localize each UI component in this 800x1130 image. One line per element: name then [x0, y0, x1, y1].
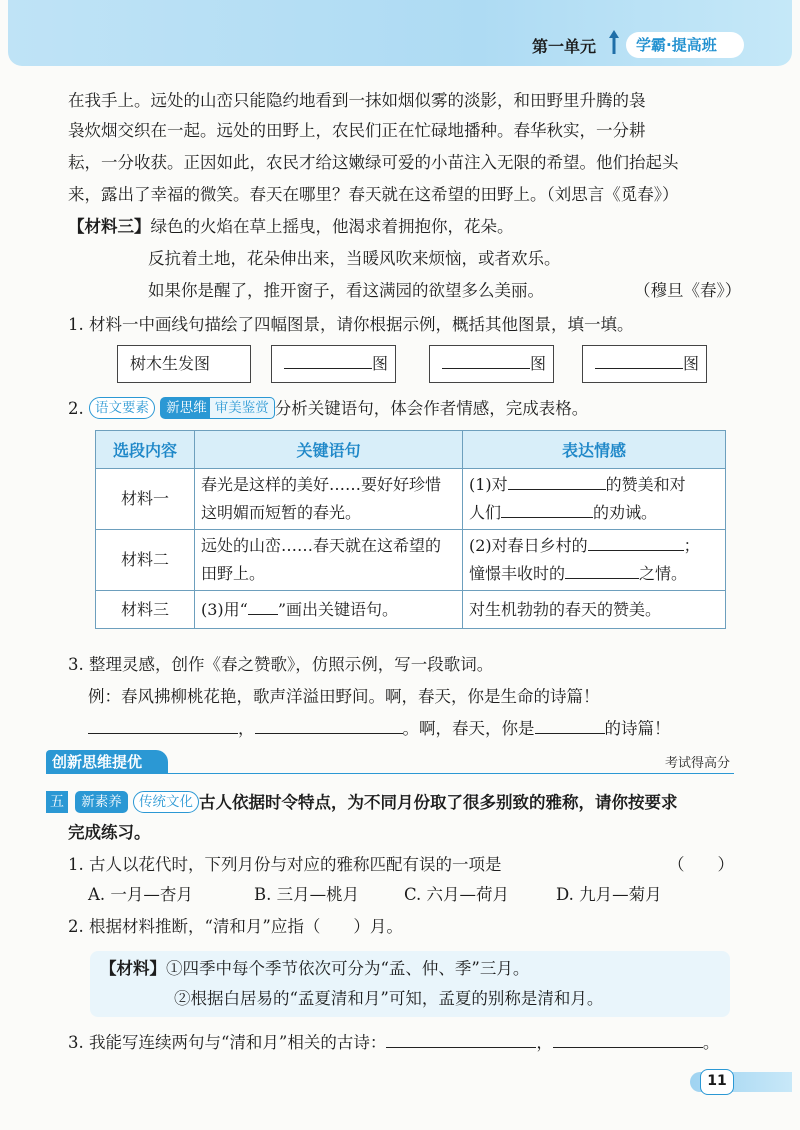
table-header: 关键语句	[195, 431, 463, 469]
cell-text: 憧憬丰收时的	[469, 564, 566, 583]
material-label: 【材料】	[100, 959, 166, 978]
tag-language-element: 语文要素	[89, 397, 155, 419]
fill-text: ，	[238, 719, 255, 738]
table-header-row	[96, 431, 726, 469]
question-5-text: 古人依据时令特点，为不同月份取了很多别致的雅称，请你按要求	[199, 793, 678, 812]
cell-text: (3)用“	[201, 599, 248, 619]
table-cell: 对生机勃勃的春天的赞美。	[463, 591, 726, 629]
box-suffix: 图	[530, 354, 547, 373]
question-2	[68, 396, 588, 422]
answer-blank[interactable]	[386, 1030, 536, 1048]
question-5-text: 完成练习。	[68, 823, 151, 842]
answer-blank[interactable]	[248, 597, 278, 615]
table-row	[96, 469, 726, 530]
cell-text: 的赞美和对	[605, 475, 686, 494]
table-row	[96, 530, 726, 591]
cell-text: ；	[683, 536, 700, 555]
section-title: 创新思维提优	[46, 750, 168, 774]
section-subtitle: 考试得高分	[664, 756, 730, 771]
option-a: A. 一月—杏月	[88, 885, 193, 904]
fill-text: ，	[536, 1033, 553, 1052]
answer-blank[interactable]	[553, 1030, 703, 1048]
option-c: C. 六月—荷月	[404, 885, 510, 904]
table-cell: 远处的山峦……春天就在这希望的田野上。	[195, 530, 463, 591]
tag-traditional-culture: 传统文化	[133, 791, 199, 813]
box-suffix: 图	[372, 354, 389, 373]
section-bar	[46, 750, 734, 774]
answer-blank[interactable]	[588, 533, 684, 551]
answer-box[interactable]	[429, 345, 554, 383]
material-three-line	[68, 214, 514, 240]
table-row	[96, 591, 726, 629]
material-line: ②根据白居易的“孟夏清和月”可知，孟夏的别称是清和月。	[174, 989, 604, 1008]
table-cell: 材料三	[96, 591, 195, 629]
fill-text: 。啊，春天，你是	[402, 719, 535, 738]
cell-text: 之情。	[639, 564, 688, 583]
sub-question-1: 1. 古人以花代时，下列月份与对应的雅称匹配有误的一项是	[68, 855, 502, 874]
tag-aesthetic: 审美鉴赏	[209, 397, 275, 419]
sub-question-3	[68, 1030, 719, 1056]
box-suffix: 图	[683, 354, 700, 373]
cell-text: 的劝诫。	[593, 503, 658, 522]
answer-blank[interactable]	[501, 500, 593, 518]
passage-line: 在我手上。远处的山峦只能隐约地看到一抹如烟似雾的淡影，和田野里升腾的袅	[68, 91, 646, 110]
table-cell: 春光是这样的美好……要好好珍惜这明媚而短暂的春光。	[195, 469, 463, 530]
material-line	[100, 956, 529, 982]
question-2-text: 分析关键语句，体会作者情感，完成表格。	[274, 399, 589, 418]
answer-blank[interactable]	[595, 351, 683, 369]
table-cell	[463, 469, 726, 530]
cell-text: 人们	[469, 503, 502, 522]
fill-text: 的诗篇！	[604, 719, 671, 738]
answer-paren[interactable]: （ ）	[668, 855, 734, 874]
answer-blank[interactable]	[255, 716, 403, 734]
answer-box[interactable]	[271, 345, 396, 383]
answer-blank[interactable]	[88, 716, 238, 734]
question-1: 1. 材料一中画线句描绘了四幅图景，请你根据示例，概括其他图景，填一填。	[68, 315, 634, 334]
example-box	[117, 345, 251, 383]
table-cell	[195, 591, 463, 629]
material-three-label: 【材料三】	[68, 217, 151, 236]
analysis-table	[95, 430, 726, 629]
answer-blank[interactable]	[284, 351, 372, 369]
question-5	[46, 790, 678, 816]
fill-text: 。	[702, 1033, 720, 1052]
brand-label: 学霸·提高班	[626, 32, 744, 58]
example-box-text: 树木生发图	[130, 354, 211, 373]
table-cell: 材料二	[96, 530, 195, 591]
answer-blank[interactable]	[508, 472, 606, 490]
unit-label: 第一单元	[532, 37, 597, 56]
answer-blank[interactable]	[442, 351, 530, 369]
sub-question-2: 2. 根据材料推断，“清和月”应指（ ）月。	[68, 917, 403, 936]
answer-box[interactable]	[582, 345, 707, 383]
table-cell: 材料一	[96, 469, 195, 530]
table-header: 表达情感	[463, 431, 726, 469]
table-cell	[463, 530, 726, 591]
table-header: 选段内容	[96, 431, 195, 469]
question-3: 3. 整理灵感，创作《春之赞歌》，仿照示例，写一段歌词。	[68, 655, 494, 674]
poem-line: 绿色的火焰在草上摇曳，他渴求着拥抱你，花朵。	[150, 217, 514, 236]
option-d: D. 九月—菊月	[556, 885, 662, 904]
poem-source: （穆旦《春》）	[634, 281, 742, 300]
question-number: 2.	[68, 399, 84, 418]
tag-new-thinking: 新思维	[160, 397, 213, 419]
answer-blank[interactable]	[565, 561, 639, 579]
answer-blank[interactable]	[535, 716, 605, 734]
page-number: 11	[700, 1069, 734, 1095]
passage-line: 袅炊烟交织在一起。远处的田野上，农民们正在忙碌地播种。春华秋实，一分耕	[68, 121, 646, 140]
cell-text: (2)对春日乡村的	[469, 536, 588, 555]
arrow-up-icon	[607, 28, 621, 56]
passage-line: 耘，一分收获。正因如此，农民才给这嫩绿可爱的小苗注入无限的希望。他们抬起头	[68, 153, 679, 172]
sub-question-3-text: 3. 我能写连续两句与“清和月”相关的古诗：	[68, 1033, 387, 1052]
tag-new-literacy: 新素养	[75, 791, 128, 813]
passage-line: 来，露出了幸福的微笑。春天在哪里？春天就在这希望的田野上。（刘思言《觅春》）	[68, 185, 679, 204]
poem-line: 如果你是醒了，推开窗子，看这满园的欲望多么美丽。	[148, 281, 544, 300]
option-b: B. 三月—桃月	[254, 885, 360, 904]
example-line: 例：春风拂柳桃花艳，歌声洋溢田野间。啊，春天，你是生命的诗篇！	[88, 687, 600, 706]
poem-line: 反抗着土地，花朵伸出来，当暖风吹来烦恼，或者欢乐。	[148, 249, 561, 268]
material-text: ①四季中每个季节依次可分为“孟、仲、季”三月。	[166, 959, 530, 978]
fill-line	[88, 716, 671, 742]
question-badge: 五	[46, 791, 68, 813]
cell-text: ”画出关键语句。	[277, 599, 399, 619]
cell-text: (1)对	[469, 475, 508, 494]
